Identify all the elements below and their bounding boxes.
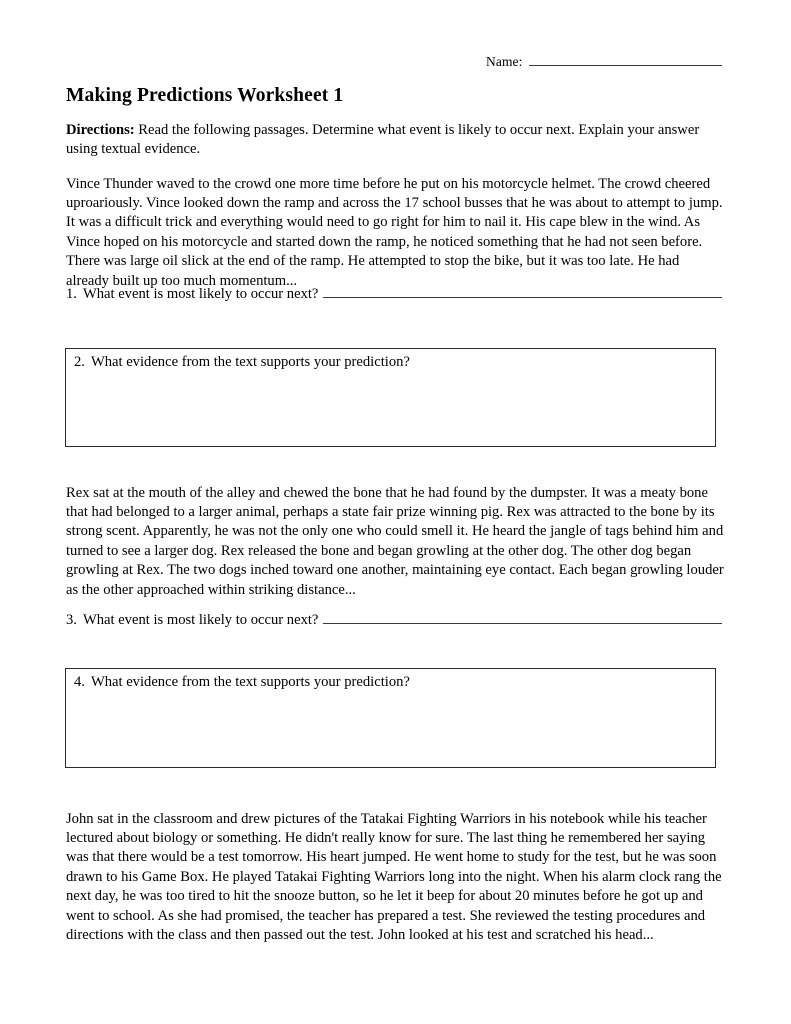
question-4-prompt	[74, 673, 410, 692]
question-2-text: What evidence from the text supports your prediction?	[90, 354, 410, 370]
question-2-answer-area[interactable]	[66, 375, 715, 446]
passage-rex: Rex sat at the mouth of the alley and chewed the bone that he had found by the dumpster. It was a meaty bone that had belonged to a larger animal, perhaps a state fair prize winning pig. Rex was attracted to the bone by its strong scent. Apparently, he was not the only one who could smell it. He heard the jangle of tags behind him and turned to see a larger dog. Rex released the bone and began growling at the other dog. The other dog began growling at Rex. The two dogs inched toward one another, maintaining eye contact. Each began growling louder as the other approached within striking distance...	[66, 484, 724, 598]
name-input-rule[interactable]	[529, 54, 723, 66]
question-3-number: 3.	[66, 612, 77, 628]
question-2-number: 2.	[74, 354, 85, 370]
question-1-number: 1.	[66, 286, 77, 302]
question-3-text: What event is most likely to occur next?	[82, 612, 319, 628]
page-title: Making Predictions Worksheet 1	[66, 85, 344, 107]
question-2-prompt	[74, 353, 410, 372]
directions-label: Directions:	[66, 121, 135, 138]
directions-paragraph	[66, 121, 724, 160]
question-2-answer-box[interactable]	[65, 348, 716, 447]
question-3	[66, 610, 722, 630]
question-1-text: What event is most likely to occur next?	[82, 286, 319, 302]
question-1	[66, 284, 722, 304]
passage-vince: Vince Thunder waved to the crowd one more time before he put on his motorcycle helmet. The crowd cheered uproariously. Vince looked down the ramp and across the 17 school busses that he was about to attempt to jump. It was a difficult trick and everything would need to go right for him to nail it. His cape blew in the wind. As Vince hoped on his motorcycle and started down the ramp, he noticed something that he had not seen before. There was large oil slick at the end of the ramp. He attempted to stop the bike, but it was too late. He had already built up too much momentum...	[66, 175, 723, 289]
question-4-number: 4.	[74, 674, 85, 690]
question-4-answer-box[interactable]	[65, 668, 716, 768]
name-label: Name:	[486, 54, 523, 69]
question-3-answer-rule[interactable]	[323, 610, 722, 624]
question-4-answer-area[interactable]	[66, 695, 715, 767]
question-1-answer-rule[interactable]	[323, 284, 722, 298]
name-field[interactable]	[486, 54, 722, 69]
passage-john: John sat in the classroom and drew pictures of the Tatakai Fighting Warriors in his notebook while his teacher lectured about biology or something. He didn't really know for sure. The last thing he remembered her saying was that there would be a test tomorrow. His heart jumped. He went home to study for the test, but he was soon drawn to his Game Box. He played Tatakai Fighting Warriors long into the night. When his alarm clock rang the next day, he was too tired to hit the snooze button, so he let it beep for about 20 minutes before he got up and went to school. As she had promised, the teacher has prepared a test. She reviewed the testing procedures and directions with the class and then passed out the test. John looked at his test and scratched his head...	[66, 810, 722, 944]
question-4-text: What evidence from the text supports your prediction?	[90, 674, 410, 690]
directions-text: Read the following passages. Determine what event is likely to occur next. Explain your answer using textual evidence.	[66, 121, 700, 157]
